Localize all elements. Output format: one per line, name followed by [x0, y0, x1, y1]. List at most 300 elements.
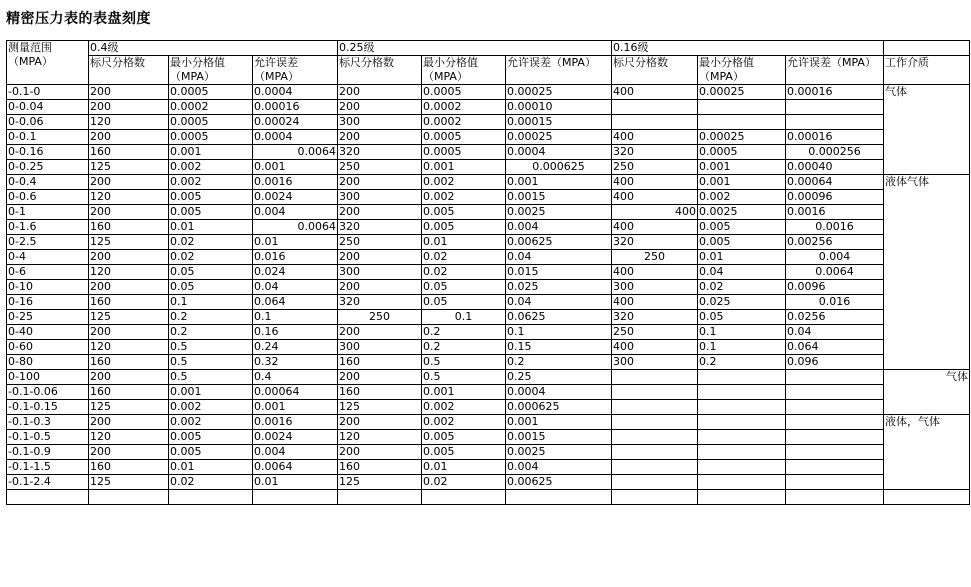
cell-empty — [884, 490, 970, 505]
cell-err-04: 0.024 — [253, 265, 338, 280]
cell-min-div-04: 0.2 — [169, 325, 253, 340]
cell-scale-04: 120 — [89, 115, 169, 130]
cell-scale-016: 400 — [612, 340, 698, 355]
cell-scale-016 — [612, 430, 698, 445]
cell-min-div-025: 0.002 — [422, 400, 506, 415]
cell-range: -0.1-0.06 — [7, 385, 89, 400]
table-row — [7, 370, 970, 385]
cell-err-016: 0.00064 — [786, 175, 884, 190]
cell-scale-04: 200 — [89, 100, 169, 115]
cell-min-div-04: 0.0005 — [169, 85, 253, 100]
cell-scale-025: 300 — [338, 340, 422, 355]
cell-err-016 — [786, 100, 884, 115]
cell-min-div-04: 0.005 — [169, 430, 253, 445]
cell-err-04: 0.0064 — [253, 460, 338, 475]
cell-min-div-04: 0.005 — [169, 445, 253, 460]
cell-min-div-04: 0.5 — [169, 355, 253, 370]
cell-err-016: 0.0096 — [786, 280, 884, 295]
cell-scale-016 — [612, 415, 698, 430]
cell-scale-016 — [612, 385, 698, 400]
cell-err-025: 0.025 — [506, 280, 612, 295]
cell-err-025: 0.001 — [506, 175, 612, 190]
cell-scale-04: 200 — [89, 445, 169, 460]
cell-scale-016: 400 — [612, 190, 698, 205]
cell-min-div-025: 0.005 — [422, 205, 506, 220]
cell-err-04: 0.32 — [253, 355, 338, 370]
cell-min-div-04: 0.5 — [169, 370, 253, 385]
cell-scale-025: 200 — [338, 325, 422, 340]
cell-min-div-025: 0.005 — [422, 445, 506, 460]
cell-min-div-016 — [698, 370, 786, 385]
cell-err-04: 0.0004 — [253, 130, 338, 145]
grade-04-header: 0.4级 — [89, 41, 338, 56]
table-row — [7, 475, 970, 490]
col-err-04: 允许误差 （MPA） — [253, 56, 338, 85]
cell-min-div-025: 0.02 — [422, 265, 506, 280]
cell-scale-025: 200 — [338, 370, 422, 385]
cell-min-div-025: 0.002 — [422, 190, 506, 205]
cell-min-div-016: 0.2 — [698, 355, 786, 370]
cell-min-div-025: 0.1 — [422, 310, 506, 325]
col-scale-025: 标尺分格数 — [338, 56, 422, 85]
cell-err-016 — [786, 460, 884, 475]
cell-range: 0-0.04 — [7, 100, 89, 115]
table-row — [7, 355, 970, 370]
cell-range: 0-25 — [7, 310, 89, 325]
cell-scale-04: 125 — [89, 160, 169, 175]
cell-empty — [698, 490, 786, 505]
cell-min-div-016 — [698, 475, 786, 490]
cell-medium: 液体气体 — [884, 175, 970, 370]
cell-empty — [7, 490, 89, 505]
cell-scale-025: 200 — [338, 130, 422, 145]
cell-min-div-016: 0.002 — [698, 190, 786, 205]
cell-err-025: 0.001 — [506, 415, 612, 430]
cell-scale-025: 125 — [338, 475, 422, 490]
cell-min-div-04: 0.0005 — [169, 130, 253, 145]
cell-min-div-025: 0.005 — [422, 430, 506, 445]
cell-scale-016 — [612, 370, 698, 385]
cell-err-04: 0.004 — [253, 445, 338, 460]
cell-scale-025: 160 — [338, 355, 422, 370]
cell-min-div-025: 0.2 — [422, 325, 506, 340]
cell-scale-016: 300 — [612, 355, 698, 370]
cell-range: 0-60 — [7, 340, 89, 355]
cell-scale-04: 160 — [89, 460, 169, 475]
cell-scale-016: 250 — [612, 325, 698, 340]
cell-scale-025: 200 — [338, 175, 422, 190]
cell-scale-04: 125 — [89, 400, 169, 415]
table-row — [7, 100, 970, 115]
cell-range: 0-6 — [7, 265, 89, 280]
cell-err-025: 0.00015 — [506, 115, 612, 130]
cell-scale-025: 320 — [338, 145, 422, 160]
cell-medium: 气体 — [884, 85, 970, 175]
cell-scale-025: 200 — [338, 100, 422, 115]
col-min-div-04: 最小分格值 （MPA） — [169, 56, 253, 85]
cell-range: -0.1-0.9 — [7, 445, 89, 460]
cell-range: 0-0.06 — [7, 115, 89, 130]
cell-min-div-025: 0.05 — [422, 280, 506, 295]
cell-range: -0.1-0.3 — [7, 415, 89, 430]
cell-min-div-04: 0.002 — [169, 400, 253, 415]
cell-medium: 液体，气体 — [884, 415, 970, 490]
cell-err-016: 0.096 — [786, 355, 884, 370]
table-row — [7, 385, 970, 400]
cell-min-div-016 — [698, 115, 786, 130]
table-row — [7, 220, 970, 235]
cell-err-016: 0.04 — [786, 325, 884, 340]
cell-err-016 — [786, 370, 884, 385]
cell-min-div-016: 0.1 — [698, 325, 786, 340]
cell-err-025: 0.0004 — [506, 385, 612, 400]
cell-err-025: 0.04 — [506, 250, 612, 265]
col-medium: 工作介质 — [884, 56, 970, 85]
cell-err-04: 0.00024 — [253, 115, 338, 130]
cell-min-div-025: 0.2 — [422, 340, 506, 355]
cell-scale-016 — [612, 115, 698, 130]
cell-scale-04: 160 — [89, 355, 169, 370]
cell-scale-016: 250 — [612, 160, 698, 175]
cell-err-025: 0.0015 — [506, 430, 612, 445]
cell-min-div-025: 0.002 — [422, 415, 506, 430]
cell-empty — [253, 490, 338, 505]
cell-err-025: 0.0004 — [506, 145, 612, 160]
cell-err-016: 0.0016 — [786, 220, 884, 235]
grade-016-header: 0.16级 — [612, 41, 884, 56]
cell-range: 0-0.6 — [7, 190, 89, 205]
table-row — [7, 400, 970, 415]
table-row — [7, 445, 970, 460]
cell-scale-016: 400 — [612, 130, 698, 145]
cell-scale-04: 200 — [89, 130, 169, 145]
cell-err-016: 0.000256 — [786, 145, 884, 160]
cell-scale-025: 250 — [338, 160, 422, 175]
cell-min-div-04: 0.2 — [169, 310, 253, 325]
table-row — [7, 340, 970, 355]
cell-scale-025: 200 — [338, 415, 422, 430]
cell-range: 0-10 — [7, 280, 89, 295]
cell-err-025: 0.00010 — [506, 100, 612, 115]
cell-range: 0-0.4 — [7, 175, 89, 190]
table-row — [7, 85, 970, 100]
cell-err-025: 0.0025 — [506, 205, 612, 220]
table-row — [7, 235, 970, 250]
cell-err-016: 0.00016 — [786, 130, 884, 145]
cell-err-016: 0.004 — [786, 250, 884, 265]
cell-scale-04: 200 — [89, 280, 169, 295]
cell-err-025: 0.00025 — [506, 85, 612, 100]
cell-err-016: 0.00096 — [786, 190, 884, 205]
cell-err-04: 0.0064 — [253, 220, 338, 235]
cell-scale-016 — [612, 460, 698, 475]
cell-empty — [422, 490, 506, 505]
cell-min-div-04: 0.005 — [169, 205, 253, 220]
cell-err-04: 0.0016 — [253, 415, 338, 430]
cell-scale-04: 200 — [89, 370, 169, 385]
cell-empty — [612, 490, 698, 505]
header-row-cols — [7, 56, 970, 85]
cell-range: 0-0.1 — [7, 130, 89, 145]
cell-min-div-025: 0.01 — [422, 460, 506, 475]
cell-err-04: 0.24 — [253, 340, 338, 355]
table-row — [7, 175, 970, 190]
cell-err-016 — [786, 415, 884, 430]
cell-err-04: 0.4 — [253, 370, 338, 385]
cell-min-div-025: 0.02 — [422, 475, 506, 490]
cell-scale-04: 160 — [89, 145, 169, 160]
cell-range: 0-4 — [7, 250, 89, 265]
cell-scale-016: 250 — [612, 250, 698, 265]
table-body — [7, 41, 970, 505]
cell-min-div-016: 0.025 — [698, 295, 786, 310]
cell-min-div-025: 0.0005 — [422, 85, 506, 100]
cell-min-div-016: 0.01 — [698, 250, 786, 265]
col-err-025: 允许误差（MPA） — [506, 56, 612, 85]
cell-err-016 — [786, 445, 884, 460]
cell-err-025: 0.015 — [506, 265, 612, 280]
cell-min-div-025: 0.01 — [422, 235, 506, 250]
cell-min-div-04: 0.001 — [169, 145, 253, 160]
cell-err-025: 0.00625 — [506, 235, 612, 250]
table-row — [7, 265, 970, 280]
cell-scale-04: 120 — [89, 430, 169, 445]
cell-range: 0-2.5 — [7, 235, 89, 250]
cell-min-div-025: 0.05 — [422, 295, 506, 310]
cell-scale-025: 120 — [338, 430, 422, 445]
cell-min-div-016 — [698, 460, 786, 475]
cell-scale-025: 160 — [338, 460, 422, 475]
cell-scale-025: 200 — [338, 85, 422, 100]
grade-025-header: 0.25级 — [338, 41, 612, 56]
col-err-016: 允许误差（MPA） — [786, 56, 884, 85]
cell-err-025: 0.000625 — [506, 160, 612, 175]
cell-scale-016: 400 — [612, 295, 698, 310]
cell-err-016 — [786, 385, 884, 400]
cell-min-div-016: 0.00025 — [698, 130, 786, 145]
cell-err-025: 0.0625 — [506, 310, 612, 325]
cell-scale-016 — [612, 100, 698, 115]
cell-min-div-025: 0.002 — [422, 175, 506, 190]
cell-scale-025: 320 — [338, 295, 422, 310]
cell-min-div-025: 0.02 — [422, 250, 506, 265]
cell-scale-04: 200 — [89, 175, 169, 190]
cell-min-div-016: 0.005 — [698, 235, 786, 250]
cell-min-div-025: 0.5 — [422, 355, 506, 370]
cell-min-div-025: 0.0002 — [422, 115, 506, 130]
cell-err-04: 0.00064 — [253, 385, 338, 400]
cell-err-04: 0.0064 — [253, 145, 338, 160]
table-row — [7, 130, 970, 145]
cell-err-025: 0.004 — [506, 460, 612, 475]
range-header: 测量范围 （MPA） — [7, 41, 89, 85]
table-row — [7, 310, 970, 325]
cell-err-04: 0.001 — [253, 400, 338, 415]
cell-medium: 气体 — [884, 370, 970, 415]
cell-scale-04: 120 — [89, 265, 169, 280]
col-scale-04: 标尺分格数 — [89, 56, 169, 85]
cell-err-025: 0.1 — [506, 325, 612, 340]
cell-scale-016 — [612, 400, 698, 415]
cell-err-04: 0.001 — [253, 160, 338, 175]
cell-min-div-04: 0.1 — [169, 295, 253, 310]
cell-scale-04: 120 — [89, 190, 169, 205]
cell-range: 0-0.16 — [7, 145, 89, 160]
cell-empty — [338, 490, 422, 505]
cell-err-04: 0.0004 — [253, 85, 338, 100]
cell-err-025: 0.0015 — [506, 190, 612, 205]
cell-range: -0.1-0.15 — [7, 400, 89, 415]
cell-err-016: 0.00256 — [786, 235, 884, 250]
table-row — [7, 325, 970, 340]
cell-min-div-04: 0.01 — [169, 460, 253, 475]
cell-err-04: 0.064 — [253, 295, 338, 310]
cell-min-div-016: 0.02 — [698, 280, 786, 295]
cell-empty — [506, 490, 612, 505]
cell-scale-04: 200 — [89, 250, 169, 265]
cell-scale-016 — [612, 445, 698, 460]
cell-err-025: 0.25 — [506, 370, 612, 385]
cell-scale-016: 400 — [612, 220, 698, 235]
cell-min-div-025: 0.0002 — [422, 100, 506, 115]
cell-scale-016: 320 — [612, 235, 698, 250]
col-min-div-016: 最小分格值 （MPA） — [698, 56, 786, 85]
cell-scale-016: 400 — [612, 205, 698, 220]
cell-min-div-016 — [698, 445, 786, 460]
cell-scale-016: 320 — [612, 145, 698, 160]
cell-min-div-04: 0.002 — [169, 415, 253, 430]
cell-err-04: 0.0024 — [253, 430, 338, 445]
cell-min-div-016 — [698, 100, 786, 115]
cell-range: 0-0.25 — [7, 160, 89, 175]
cell-err-025: 0.15 — [506, 340, 612, 355]
cell-scale-016 — [612, 475, 698, 490]
cell-scale-025: 200 — [338, 280, 422, 295]
cell-range: -0.1-0 — [7, 85, 89, 100]
cell-min-div-016: 0.1 — [698, 340, 786, 355]
cell-err-04: 0.004 — [253, 205, 338, 220]
cell-empty — [786, 490, 884, 505]
cell-err-025: 0.004 — [506, 220, 612, 235]
cell-scale-04: 200 — [89, 325, 169, 340]
cell-err-025: 0.000625 — [506, 400, 612, 415]
cell-min-div-04: 0.5 — [169, 340, 253, 355]
cell-err-025: 0.04 — [506, 295, 612, 310]
cell-min-div-04: 0.0005 — [169, 115, 253, 130]
table-row — [7, 190, 970, 205]
cell-min-div-025: 0.001 — [422, 160, 506, 175]
table-row — [7, 295, 970, 310]
cell-scale-025: 300 — [338, 265, 422, 280]
cell-scale-025: 160 — [338, 385, 422, 400]
cell-min-div-04: 0.005 — [169, 190, 253, 205]
cell-err-016 — [786, 400, 884, 415]
cell-min-div-016 — [698, 385, 786, 400]
cell-min-div-016: 0.0005 — [698, 145, 786, 160]
cell-err-016: 0.0016 — [786, 205, 884, 220]
cell-err-025: 0.0025 — [506, 445, 612, 460]
cell-scale-04: 200 — [89, 205, 169, 220]
cell-scale-016: 400 — [612, 265, 698, 280]
cell-scale-016: 300 — [612, 280, 698, 295]
table-row — [7, 205, 970, 220]
cell-scale-025: 320 — [338, 220, 422, 235]
cell-err-04: 0.00016 — [253, 100, 338, 115]
cell-err-04: 0.01 — [253, 235, 338, 250]
cell-min-div-016: 0.05 — [698, 310, 786, 325]
cell-scale-025: 300 — [338, 190, 422, 205]
cell-scale-025: 200 — [338, 205, 422, 220]
cell-scale-04: 200 — [89, 85, 169, 100]
cell-min-div-016: 0.04 — [698, 265, 786, 280]
table-row-empty — [7, 490, 970, 505]
cell-scale-025: 200 — [338, 250, 422, 265]
cell-min-div-016: 0.00025 — [698, 85, 786, 100]
col-min-div-025: 最小分格值 （MPA） — [422, 56, 506, 85]
cell-min-div-04: 0.02 — [169, 250, 253, 265]
cell-min-div-04: 0.002 — [169, 160, 253, 175]
cell-scale-016: 400 — [612, 175, 698, 190]
cell-scale-025: 250 — [338, 310, 422, 325]
cell-min-div-016 — [698, 400, 786, 415]
cell-empty — [89, 490, 169, 505]
table-row — [7, 460, 970, 475]
cell-min-div-016 — [698, 415, 786, 430]
pressure-gauge-table — [6, 40, 970, 505]
cell-min-div-04: 0.05 — [169, 280, 253, 295]
cell-err-016: 0.016 — [786, 295, 884, 310]
cell-err-016 — [786, 430, 884, 445]
cell-min-div-04: 0.001 — [169, 385, 253, 400]
cell-err-025: 0.00625 — [506, 475, 612, 490]
cell-err-04: 0.16 — [253, 325, 338, 340]
cell-range: 0-1 — [7, 205, 89, 220]
cell-min-div-025: 0.5 — [422, 370, 506, 385]
cell-scale-025: 125 — [338, 400, 422, 415]
cell-range: 0-16 — [7, 295, 89, 310]
cell-scale-025: 200 — [338, 445, 422, 460]
page-title: 精密压力表的表盘刻度 — [6, 11, 151, 27]
table-row — [7, 160, 970, 175]
table-row — [7, 280, 970, 295]
table-row — [7, 415, 970, 430]
cell-min-div-016: 0.005 — [698, 220, 786, 235]
col-scale-016: 标尺分格数 — [612, 56, 698, 85]
cell-range: 0-100 — [7, 370, 89, 385]
cell-range: 0-40 — [7, 325, 89, 340]
cell-min-div-04: 0.0002 — [169, 100, 253, 115]
cell-range: 0-80 — [7, 355, 89, 370]
cell-range: 0-1.6 — [7, 220, 89, 235]
cell-err-04: 0.016 — [253, 250, 338, 265]
medium-header-top — [884, 41, 970, 56]
cell-err-016: 0.00040 — [786, 160, 884, 175]
cell-scale-04: 200 — [89, 415, 169, 430]
cell-min-div-04: 0.05 — [169, 265, 253, 280]
cell-err-016: 0.0064 — [786, 265, 884, 280]
cell-min-div-04: 0.02 — [169, 235, 253, 250]
cell-range: -0.1-2.4 — [7, 475, 89, 490]
cell-range: -0.1-1.5 — [7, 460, 89, 475]
cell-min-div-016: 0.0025 — [698, 205, 786, 220]
cell-min-div-025: 0.0005 — [422, 145, 506, 160]
cell-min-div-025: 0.001 — [422, 385, 506, 400]
cell-err-04: 0.0024 — [253, 190, 338, 205]
cell-scale-025: 300 — [338, 115, 422, 130]
cell-scale-025: 250 — [338, 235, 422, 250]
cell-scale-016: 400 — [612, 85, 698, 100]
cell-min-div-016: 0.001 — [698, 175, 786, 190]
